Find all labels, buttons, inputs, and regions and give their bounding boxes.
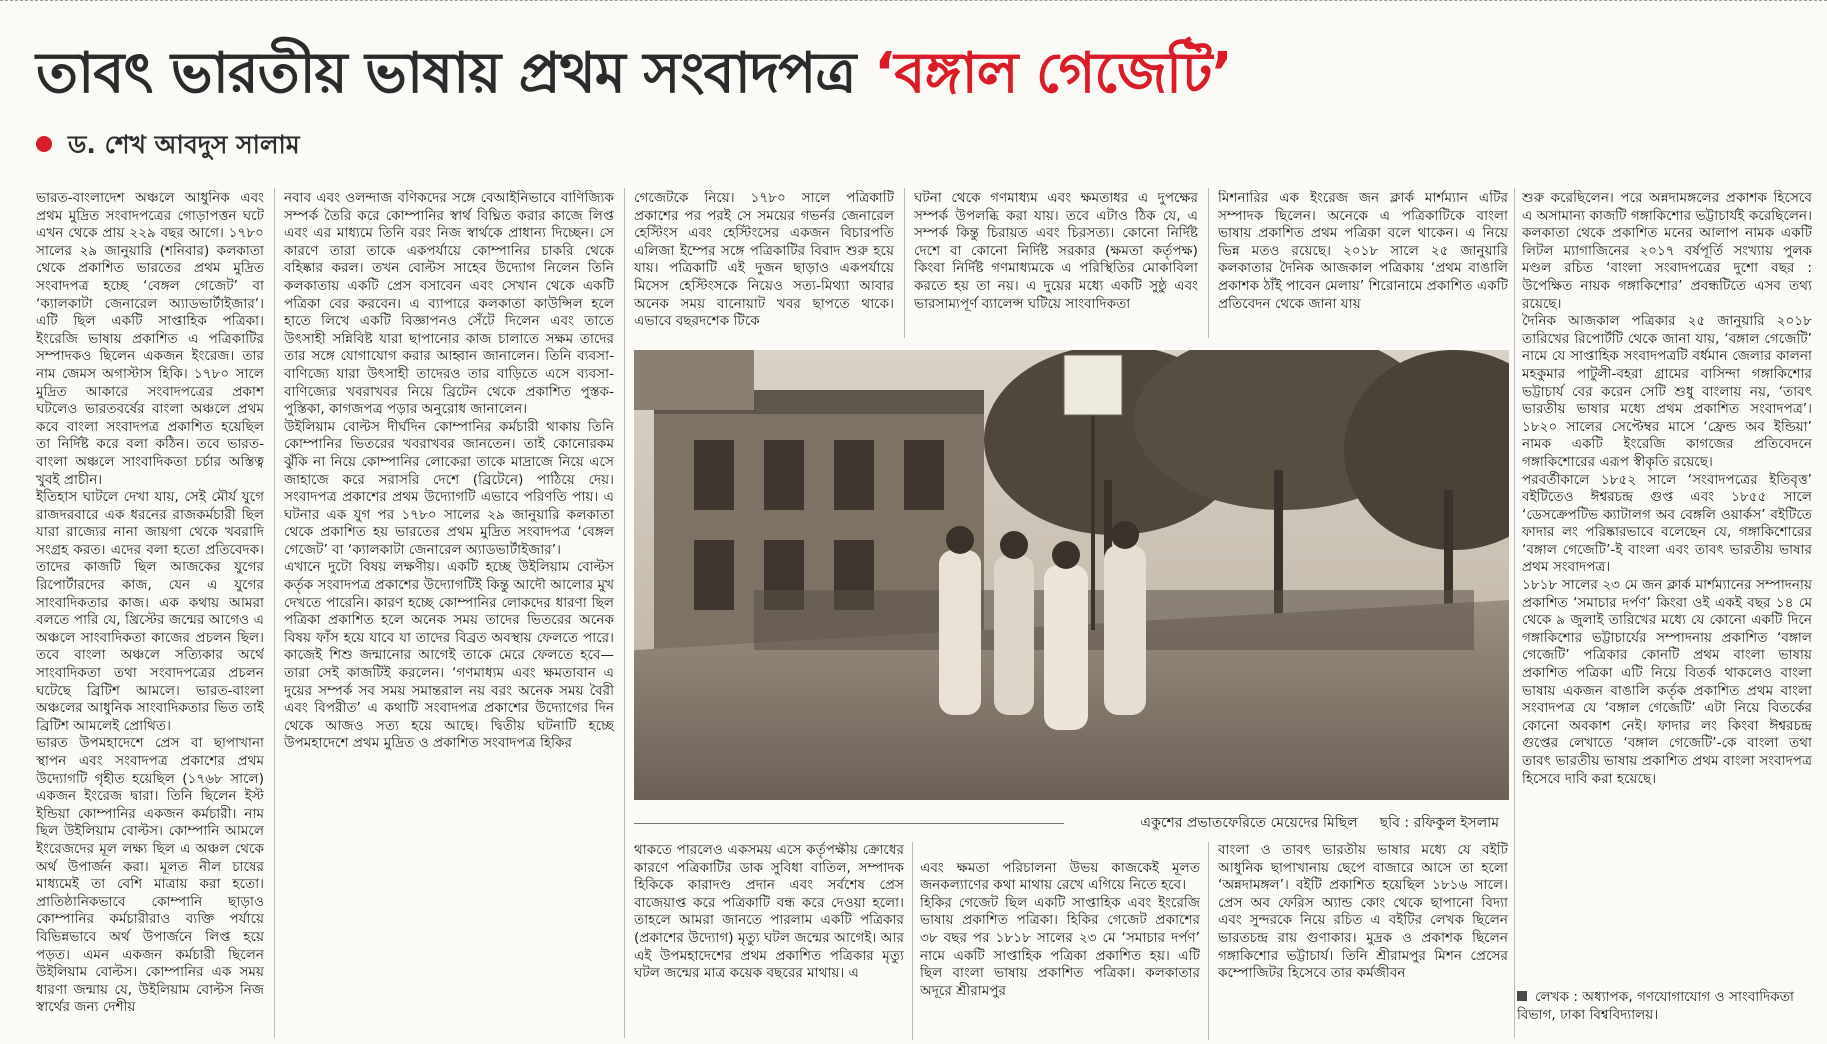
paragraph: ১৮১৮ সালের ২৩ মে জন ক্লার্ক মার্শম্যানের সম্পাদনায় প্রকাশিত ‘সমাচার দর্পণ’ কিংবা ওই একই বছর ১৪ মে থেকে ৯ জুলাই তারিখের মধ্যে যে কোনো একটি দিনে গঙ্গাকিশোর ভট্টাচার্যের সম্পাদনায় প্রকাশিত ‘বঙ্গাল গেজেটি’ পত্রিকার কোনটি প্রথম বাংলা ভাষায় প্রকাশিত পত্রিকা এটি নিয়ে বিতর্ক থাকলেও বাংলা ভাষায় একজন বাঙালি কর্তৃক প্রকাশিত প্রথম বাংলা সংবাদপত্র যে ‘বঙ্গাল গেজেটি’ এটা নিয়ে বিতর্কের কোনো অবকাশ নেই। ফাদার লং কিংবা ঈশ্বরচন্দ্র গুপ্তের লেখাতে ‘বঙ্গাল গেজেটি’-কে বাংলা তথা তাবৎ ভারতীয় ভাষায় প্রকাশিত প্রথম বাংলা সংবাদপত্র হিসেবে দাবি করা হয়েছে। [1522,577,1812,787]
author-note-text: লেখক : অধ্যাপক, গণযোগাযোগ ও সাংবাদিকতা বিভাগ, ঢাকা বিশ্ববিদ্যালয়। [1517,989,1794,1023]
column-divider [1208,842,1209,1040]
paragraph: ঘটনা থেকে গণমাধ্যম এবং ক্ষমতাধর এ দুপক্ষের সম্পর্ক উপলব্ধি করা যায়। তবে এটাও ঠিক যে, এ সম্পর্ক কিন্তু চিরায়ত এবং চিরসত্য। কোনো নির্দিষ্ট দেশে বা কোনো নির্দিষ্ট সরকার (ক্ষমতা কর্তৃপক্ষ) কিংবা নির্দিষ্ট গণমাধ্যমকে এ পরিস্থিতির মোকাবিলা করতে হয় তা নয়। এ দুয়ের মধ্যে একটি সুষ্ঠু এবং ভারসাম্যপূর্ণ ব্যালেন্স ঘটিয়ে সাংবাদিকতা [914,190,1198,312]
top-dashed-rule [0,0,1827,4]
column-divider [1514,188,1515,1038]
article-column-1 [36,190,264,1040]
article-column-6 [1522,190,1812,980]
procession-photo-illustration [634,350,1509,800]
paragraph: বাংলা ও তাবৎ ভারতীয় ভাষার মধ্যে যে বইটি আধুনিক ছাপাখানায় ছেপে বাজারে আসে তা হলো ‘অন্নদামঙ্গল’। বইটি প্রকাশিত হয়েছিল ১৮১৬ সালে। প্রেস অব ফেরিস অ্যান্ড কোং থেকে ছাপানো বিদ্যা এবং সুন্দরকে নিয়ে রচিত এ বইটির লেখক ছিলেন ভারতচন্দ্র রায় গুণাকার। মুদ্রক ও প্রকাশক ছিলেন গঙ্গাকিশোর ভট্টাচার্য। তিনি শ্রীরামপুর মিশন প্রেসের কম্পোজিটর হিসেবে তার কর্মজীবন [1218,842,1508,982]
paragraph: গেজেটকে নিয়ে। ১৭৮০ সালে পত্রিকাটি প্রকাশের পর পরই সে সময়ের গভর্নর জেনারেল হেস্টিংস এবং হেস্টিংসের একজন বিচারপতি এলিজা ইম্পের সঙ্গে পত্রিকাটির বিবাদ শুরু হয়ে যায়। পত্রিকাটি এই দুজন ছাড়াও একপর্যায়ে মিসেস হেস্টিংসকে নিয়েও সত্য-মিথ্যা আবার অনেক সময় বানোয়াট খবর ছাপতে থাকে। এভাবে বছরদশেক টিকে [634,190,894,330]
paragraph: ভারত উপমহাদেশে প্রেস বা ছাপাখানা স্থাপন এবং সংবাদপত্র প্রকাশের প্রথম উদ্যোগটি গৃহীত হয়েছিল (১৭৬৮ সালে) একজন ইংরেজ দ্বারা। তিনি ছিলেন ইস্ট ইন্ডিয়া কোম্পানির একজন কর্মচারী। নাম ছিল উইলিয়াম বোল্টস। কোম্পানি আমলে ইংরেজদের মূল লক্ষ্য ছিল এ অঞ্চল থেকে অর্থ উপার্জন করা। মূলত নীল চাষের মাধ্যমেই তা বেশি মাত্রায় করা হতো। প্রাতিষ্ঠানিকভাবে কোম্পানি ছাড়াও কোম্পানির কর্মচারীরাও ব্যক্তি পর্যায়ে বিভিন্নভাবে অর্থ উপার্জনে লিপ্ত হয়ে পড়ত। এমন একজন কর্মচারী ছিলেন উইলিয়াম বোল্টস। কোম্পানির এক সময় ধারণা জন্মায় যে, উইলিয়াম বোল্টস নিজ স্বার্থের জন্য দেশীয় [36,735,264,1016]
paragraph: ভারত-বাংলাদেশ অঞ্চলে আধুনিক এবং প্রথম মুদ্রিত সংবাদপত্রের গোড়াপত্তন ঘটে এখন থেকে প্রায় ২২৯ বছর আগে। ১৭৮০ সালের ২৯ জানুয়ারি (শনিবার) কলকাতা থেকে প্রকাশিত ভারতের প্রথম মুদ্রিত সংবাদপত্র হচ্ছে ‘বেঙ্গল গেজেট’ বা ‘ক্যালকাটা জেনারেল অ্যাডভার্টাইজার’। এটি ছিল একটি সাপ্তাহিক পত্রিকা। ইংরেজি ভাষায় প্রকাশিত এ পত্রিকাটির সম্পাদকও ছিলেন একজন ইংরেজ। তার নাম জেমস অগাস্টাস হিকি। ১৭৮০ সালে মুদ্রিত আকারে সংবাদপত্রের প্রকাশ ঘটলেও ভারতবর্ষের বাংলা অঞ্চলে প্রথম কবে বাংলা সংবাদপত্র প্রকাশিত হয়েছিল তা নির্দিষ্ট করে বলা কঠিন। তবে ভারত-বাংলা অঞ্চলে সাংবাদিকতা চর্চার অস্তিত্ব খুবই প্রাচীন। [36,190,264,488]
article-column-5-lower [1218,842,1508,1040]
photo-credit: ছবি : রফিকুল ইসলাম [1379,815,1499,831]
paragraph: দৈনিক আজকাল পত্রিকার ২৫ জানুয়ারি ২০১৮ তারিখের রিপোর্টটি থেকে জানা যায়, ‘বঙ্গাল গেজেটি’ নামে যে সাপ্তাহিক সংবাদপত্রটি বর্ধমান জেলার কালনা মহকুমার পাটুলী-বহরা গ্রামের বাসিন্দা গঙ্গাকিশোর ভট্টাচার্য বের করেন সেটি শুধু বাংলায় নয়, ‘তাবৎ ভারতীয় ভাষার মধ্যে প্রথম প্রকাশিত সংবাদপত্র’। ১৮২০ সালের সেপ্টেম্বর মাসে ‘ফ্রেন্ড অব ইন্ডিয়া’ নামক একটি ইংরেজি কাগজের প্রতিবেদনে গঙ্গাকিশোরের এরূপ স্বীকৃতি রয়েছে। [1522,313,1812,470]
article-column-5-upper [1218,190,1508,340]
headline-main: তাবৎ ভারতীয় ভাষায় প্রথম সংবাদপত্র [36,41,856,106]
article-column-4-lower [920,842,1200,1040]
author-name: ড. শেখ আবদুস সালাম [68,130,300,159]
article-column-4-upper [914,190,1198,340]
caption-text: একুশের প্রভাতফেরিতে মেয়েদের মিছিল [1140,815,1358,831]
column-divider [1208,188,1209,338]
headline-accent: ‘বঙ্গাল গেজেটি’ [873,41,1232,106]
author-note-bullet-icon [1517,991,1527,1001]
byline-bullet-icon [36,136,52,152]
paragraph: ইতিহাস ঘাটলে দেখা যায়, সেই মৌর্য যুগে রাজদরবারে এক ধরনের রাজকর্মচারী ছিল যারা রাজ্যের নানা জায়গা থেকে খবরাদি সংগ্রহ করত। এদের বলা হতো প্রতিবেদক। তাদের কাজটি ছিল আজকের যুগের রিপোর্টারদের কাজ, যেন এ যুগের সাংবাদিকতার কাজ। এক কথায় আমরা বলতে পারি যে, খ্রিস্টের জন্মের আগেও এ অঞ্চলে সাংবাদিকতা কাজের প্রচলন ছিল। তবে বাংলা অঞ্চলে সত্যিকার অর্থে সাংবাদিকতা তথা সংবাদপত্রের প্রচলন ঘটেছে ব্রিটিশ আমলে। ভারত-বাংলা অঞ্চলের আধুনিক সাংবাদিকতার ভিত তাই ব্রিটিশ আমলেই প্রোথিত। [36,489,264,734]
paragraph: শুরু করেছিলেন। পরে অন্নদামঙ্গলের প্রকাশক হিসেবে এ অসামান্য কাজটি গঙ্গাকিশোর ভট্টাচার্যই করেছিলেন। কলকাতা থেকে প্রকাশিত মনের আলাপ নামক একটি লিটল ম্যাগাজিনের ২০১৭ বর্ষপূর্তি সংখ্যায় পুলক মণ্ডল রচিত ‘বাংলা সংবাদপত্রের দুশো বছর : উপেক্ষিত নায়ক গঙ্গাকিশোর’ প্রবন্ধটিতে এসব তথ্য রয়েছে। [1522,190,1812,312]
paragraph: এবং ক্ষমতা পরিচালনা উভয় কাজকেই মূলত জনকল্যাণের কথা মাথায় রেখে এগিয়ে নিতে হবে। হিকির গেজেট ছিল একটি সাপ্তাহিক এবং ইংরেজি ভাষায় প্রকাশিত পত্রিকা। হিকির গেজেট প্রকাশের ৩৮ বছর পর ১৮১৮ সালের ২৩ মে ‘সমাচার দর্পণ’ নামে একটি সাপ্তাহিক পত্রিকা প্রকাশিত হয়। এটি ছিল বাংলা ভাষায় প্রকাশিত পত্রিকা। কলকাতার অদূরে শ্রীরামপুর [920,859,1200,999]
byline [36,128,300,162]
author-note [1517,988,1807,1034]
article-photo [634,350,1509,800]
headline [36,24,1796,124]
photo-caption [634,812,1509,834]
column-divider [912,842,913,1040]
article-column-2 [284,190,614,1040]
paragraph: এখানে দুটো বিষয় লক্ষণীয়। একটি হচ্ছে উইলিয়াম বোল্টস কর্তৃক সংবাদপত্র প্রকাশের উদ্যোগটিই কিন্তু আদৌ আলোর মুখ দেখতে পারেনি। কারণ হচ্ছে কোম্পানির লোকদের ধারণা ছিল পত্রিকা প্রকাশিত হলে অনেক সময় তাদের ভিতরের অনেক বিষয় ফাঁস হয়ে যাবে যা তাদের বিব্রত অবস্থায় ফেলতে পারে। কাজেই শিশু জন্মানোর আগেই তাকে মেরে ফেলতে হবে— তারা সেই কাজটিই করলেন। ‘গণমাধ্যম এবং ক্ষমতাবান এ দুয়ের সম্পর্ক সব সময় সমান্তরাল নয় বরং অনেক সময় বৈরী এবং বিপরীত’ এ কথাটি সংবাদপত্র প্রকাশের উদ্যোগের দিন থেকে আজও সত্য হয়ে আছে। দ্বিতীয় ঘটনাটি হচ্ছে উপমহাদেশে প্রথম মুদ্রিত ও প্রকাশিত সংবাদপত্র হিকির [284,559,614,752]
article-column-3-lower [634,842,904,1040]
paragraph: নবাব এবং ওলন্দাজ বণিকদের সঙ্গে বেআইনিভাবে বাণিজ্যিক সম্পর্ক তৈরি করে কোম্পানির স্বার্থ বিঘ্নিত করার কাজে লিপ্ত এবং এর মাধ্যমে তিনি বরং নিজ স্বার্থকে প্রাধান্য দিচ্ছেন। সে কারণে তারা তাকে একপর্যায়ে কোম্পানির চাকরি থেকে বহিষ্কার করল। তখন বোল্টস সাহেব উদ্যোগ নিলেন তিনি কলকাতায় একটি প্রেস বসাবেন এবং সেখান থেকে একটি পত্রিকা বের করবেন। এ ব্যাপারে কলকাতা কাউন্সিল হলে হাতে লিখে একটি বিজ্ঞাপনও সেঁটে দিলেন এবং তাতে উৎসাহী সন্নিবিষ্ট যারা ছাপানোর কাজ চালাতে সক্ষম তাদের তার সঙ্গে যোগাযোগ করার আহ্বান জানালেন। তিনি ব্যবসা-বাণিজ্যে যারা উৎসাহী তাদেরও তার বাড়িতে এসে ব্যবসা-বাণিজ্যের খবরাখবর নিয়ে ব্রিটেন থেকে প্রকাশিত পুস্তক-পুস্তিকা, কাগজপত্র পড়ার অনুরোধ জানালেন। [284,190,614,418]
column-divider [624,188,625,1038]
column-divider [904,188,905,338]
paragraph: মিশনারির এক ইংরেজ জন ক্লার্ক মার্শম্যান এটির সম্পাদক ছিলেন। অনেকে এ পত্রিকাটিকে বাংলা ভাষায় প্রকাশিত প্রথম পত্রিকা বলে থাকেন। এ নিয়ে ভিন্ন মতও রয়েছে। ২০১৮ সালে ২৫ জানুয়ারি কলকাতার দৈনিক আজকাল পত্রিকায় ‘প্রথম বাঙালি প্রকাশক ঠাঁই পাবেন মেলায়’ শিরোনামে প্রকাশিত একটি প্রতিবেদন থেকে জানা যায় [1218,190,1508,312]
paragraph: উইলিয়াম বোল্টস দীর্ঘদিন কোম্পানির কর্মচারী থাকায় তিনি কোম্পানির ভিতরের খবরাখবর জানতেন। তাই কোনোরকম ঝুঁকি না নিয়ে কোম্পানির লোকেরা তাকে মাদ্রাজে নিয়ে এসে জাহাজে করে সরাসরি দেশে (ব্রিটেনে) পাঠিয়ে দেয়। সংবাদপত্র প্রকাশের প্রথম উদ্যোগটি এভাবে পরিণতি পায়। এ ঘটনার এক যুগ পর ১৭৮০ সালের ২৯ জানুয়ারি কলকাতা থেকে প্রকাশিত হয় ভারতের প্রথম মুদ্রিত সংবাদপত্র ‘বেঙ্গল গেজেট’ বা ‘ক্যালকাটা জেনারেল অ্যাডভার্টাইজার’। [284,418,614,558]
paragraph: থাকতে পারলেও একসময় এসে কর্তৃপক্ষীয় ক্রোধের কারণে পত্রিকাটির ডাক সুবিধা বাতিল, সম্পাদক হিকিকে কারাদণ্ড প্রদান এবং সর্বশেষ প্রেস বাজেয়াপ্ত করে পত্রিকাটি বন্ধ করে দেওয়া হলো। তাহলে আমরা জানতে পারলাম একটি পত্রিকার (প্রকাশের উদ্যোগ) মৃত্যু ঘটল জন্মের আগেই। আর এই উপমহাদেশের প্রথম প্রকাশিত পত্রিকার মৃত্যু ঘটল জন্মের মাত্র কয়েক বছরের মাথায়। এ [634,842,904,982]
column-divider [274,188,275,1038]
article-column-3-upper [634,190,894,340]
caption-rule [634,823,1064,824]
paragraph: পরবর্তীকালে ১৮৫২ সালে ‘সংবাদপত্রের ইতিবৃত্ত’ বইটিতেও ঈশ্বরচন্দ্র গুপ্ত এবং ১৮৫৫ সালে ‘ডেসক্রেপটিভ ক্যাটালগ অব বেঙ্গলি ওয়ার্কস’ বইটিতে ফাদার লং পরিষ্কারভাবে বলেছেন যে, গঙ্গাকিশোরের ‘বঙ্গাল গেজেটি’-ই বাংলা এবং তাবৎ ভারতীয় ভাষার প্রথম সংবাদপত্র। [1522,471,1812,576]
